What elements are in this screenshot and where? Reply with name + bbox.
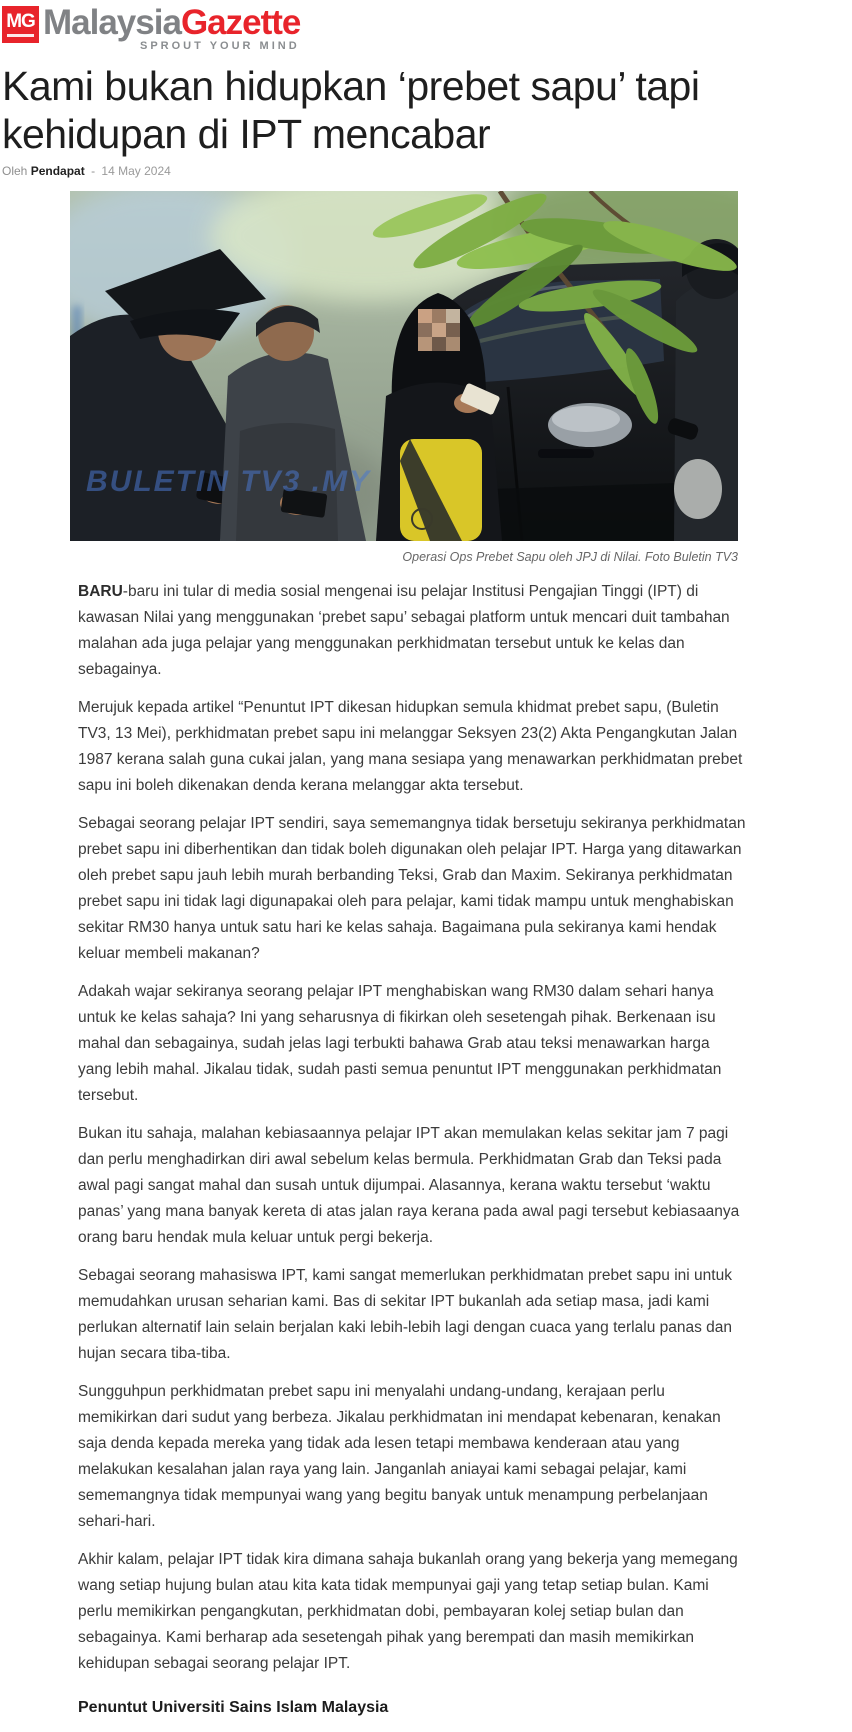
- mg-logo-subtext: [7, 34, 34, 37]
- pixelated-face: [418, 309, 460, 351]
- brand-wordmark: [43, 4, 300, 52]
- article-title: Kami bukan hidupkan ‘prebet sapu’ tapi kehidupan di IPT mencabar: [2, 63, 700, 157]
- brand-part-malaysia: Malaysia: [43, 3, 181, 42]
- paragraph: [78, 579, 746, 683]
- mg-monogram: MG: [6, 11, 35, 32]
- photo-caption: Operasi Ops Prebet Sapu oleh JPJ di Nilai. Foto Buletin TV3: [402, 549, 738, 564]
- byline-date: 14 May 2024: [101, 163, 171, 178]
- article-body: [78, 579, 746, 1721]
- mg-logo-icon: [2, 6, 39, 43]
- paragraph: Bukan itu sahaja, malahan kebiasaannya pelajar IPT akan memulakan kelas sekitar jam 7 pagi dan perlu menghadirkan diri awal sebelum kelas bermula. Perkhidmatan Grab dan Teksi pada awal pagi sangat mahal dan susah untuk dijumpai. Alasannya, kerana waktu tersebut ‘waktu panas’ yang mana banyak kereta di atas jalan raya kerana pada awal pagi tersebut kebiasaanya orang baru hendak mula keluar untuk pergi bekerja.: [78, 1124, 740, 1246]
- paragraph: Akhir kalam, pelajar IPT tidak kira dimana sahaja bukanlah orang yang bekerja yang memegang wang setiap hujung bulan atau kita kata tidak mempunyai gaji yang tetap setiap bulan. Kami perlu memikirkan pengangkutan, perkhidmatan dobi, pembayaran kolej setiap bulan dan sebagainya. Kami berharap ada sesetengah pihak yang berempati dan masih memikirkan kehidupan sebagai seorang pelajar IPT.: [78, 1550, 738, 1672]
- photo-watermark: BULETIN TV3 .MY: [86, 464, 372, 498]
- paragraph: Merujuk kepada artikel “Penuntut IPT dikesan hidupkan semula khidmat prebet sapu, (Buletin TV3, 13 Mei), perkhidmatan prebet sapu ini melanggar Seksyen 23(2) Akta Pengangkutan Jalan 1987 kerana salah guna cukai jalan, yang mana sesiapa yang menawarkan perkhidmatan prebet sapu ini boleh dikenakan denda kerana melanggar akta tersebut.: [78, 698, 743, 794]
- paragraph: Adakah wajar sekiranya seorang pelajar IPT menghabiskan wang RM30 dalam sehari hanya untuk ke kelas sahaja? Ini yang seharusnya di fikirkan oleh sesetengah pihak. Berkenaan isu mahal dan sebagainya, sudah jelas lagi terbukti bahawa Grab atau teksi menawarkan harga yang lebih mahal. Jikalau tidak, sudah pasti semua penuntut IPT menggunakan perkhidmatan tersebut.: [78, 982, 722, 1104]
- brand-name: [43, 4, 300, 41]
- article-photo: [70, 191, 738, 541]
- car-handle: [538, 449, 594, 458]
- brand-tagline: SPROUT YOUR MIND: [140, 40, 300, 52]
- byline: [0, 164, 852, 178]
- brand-part-gazette: Gazette: [180, 3, 301, 42]
- paragraph: Sungguhpun perkhidmatan prebet sapu ini menyalahi undang-undang, kerajaan perlu memikirkan dari sudut yang berbeza. Jikalau perkhidmatan ini mendapat kebenaran, kenakan saja denda kepada mereka yang tidak ada lesen tetapi membawa kenderaan atau yang melakukan kesalahan jalan raya yang lain. Janganlah aniayai kami sebagai pelajar, kami sememangnya tidak mempunyai wang yang begitu banyak untuk menampung perbelanjaan sehari-hari.: [78, 1382, 721, 1530]
- byline-prefix: Oleh: [2, 163, 28, 178]
- paragraph: Sebagai seorang pelajar IPT sendiri, saya sememangnya tidak bersetuju sekiranya perkhidmatan prebet sapu ini diberhentikan dan tidak boleh digunakan oleh pelajar IPT. Harga yang ditawarkan oleh prebet sapu jauh lebih murah berbanding Teksi, Grab dan Maxim. Sekiranya perkhidmatan prebet sapu ini tidak lagi digunapakai oleh para pelajar, kami tidak mampu untuk menghabiskan sekitar RM30 hanya untuk satu hari ke kelas sahaja. Bagaimana pula sekiranya kami hendak keluar membeli makanan?: [78, 814, 746, 962]
- byline-author[interactable]: Pendapat: [30, 163, 85, 178]
- site-logo[interactable]: [2, 4, 852, 52]
- article-figure: [70, 191, 738, 564]
- paragraph-text: -baru ini tular di media sosial mengenai isu pelajar Institusi Pengajian Tinggi (IPT) di kawasan Nilai yang menggunakan ‘prebet sapu’ sebagai platform untuk mencari duit tambahan malahan ada juga pelajar yang menggunakan perkhidmatan tersebut untuk ke kelas dan sebagainya.: [78, 582, 730, 678]
- lead-word: BARU: [78, 582, 123, 600]
- article-signoff: Penuntut Universiti Sains Islam Malaysia: [78, 1698, 389, 1716]
- byline-separator: -: [91, 163, 96, 178]
- paragraph: Sebagai seorang mahasiswa IPT, kami sangat memerlukan perkhidmatan prebet sapu ini untuk memudahkan urusan seharian kami. Bas di sekitar IPT bukanlah ada setiap masa, jadi kami perlukan alternatif lain selain berjalan kaki lebih-lebih lagi dengan cuaca yang terlalu panas dan hujan secara tiba-tiba.: [78, 1266, 733, 1362]
- site-header: [0, 0, 852, 52]
